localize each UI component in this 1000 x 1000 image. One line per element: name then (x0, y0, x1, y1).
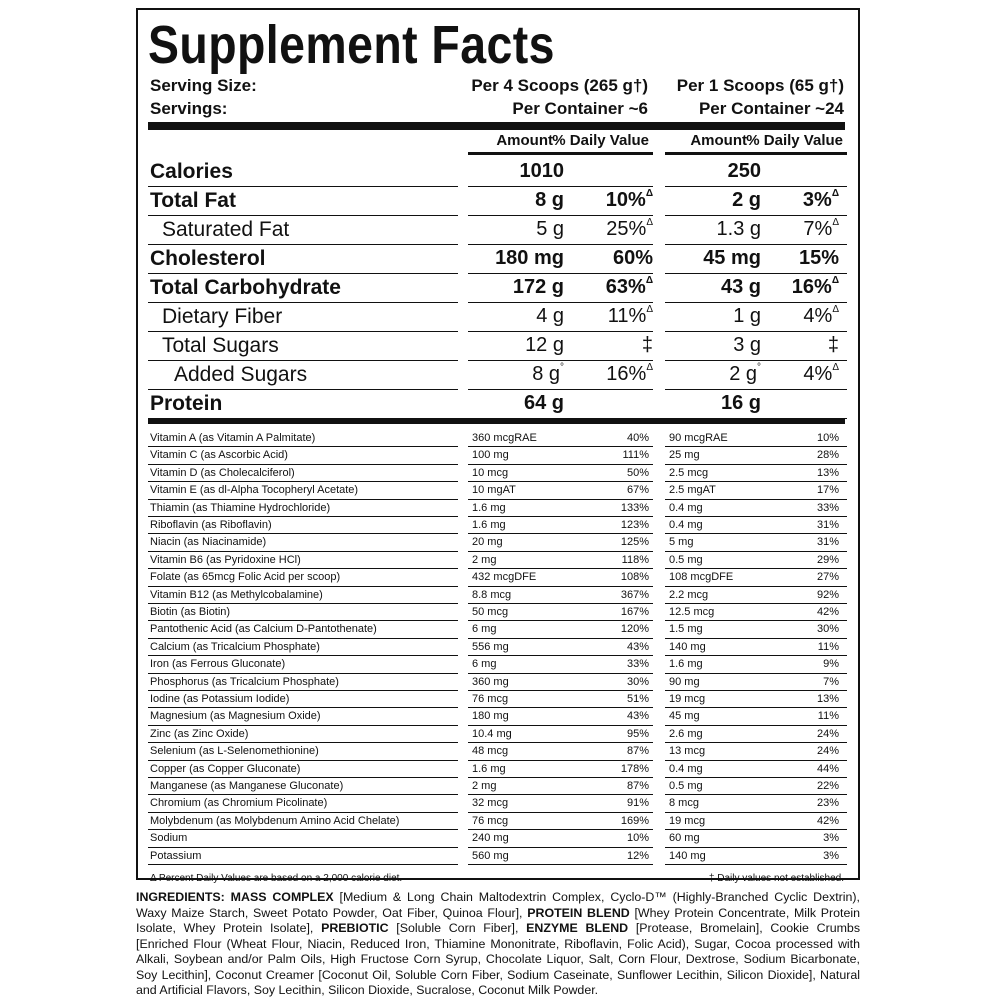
vitamin-row (148, 587, 845, 604)
vitamin-dv-a: 169% (620, 814, 649, 827)
vitamin-label: Copper (as Copper Gluconate) (150, 762, 301, 775)
nutrient-label: Total Fat (150, 189, 236, 212)
vitamin-dv-a: 30% (626, 675, 649, 688)
amount-header: Amount (690, 132, 747, 149)
vitamin-dv-b: 23% (816, 797, 839, 810)
header-rule-a (468, 152, 653, 155)
vitamin-label: Thiamin (as Thiamine Hydrochloride) (150, 501, 331, 514)
vitamin-amount-a: 240 mg (472, 832, 509, 845)
vitamin-row (148, 639, 845, 656)
dv-b: 4%$^\Delta$ (803, 362, 839, 385)
dv-a: 25%$^\Delta$ (606, 217, 653, 240)
nutrient-label: Dietary Fiber (162, 305, 283, 328)
supplement-facts-panel (136, 8, 860, 884)
vitamin-dv-b: 13% (816, 693, 839, 705)
vitamin-amount-a: 1.6 mg (472, 501, 506, 514)
vitamin-dv-b: 31% (816, 519, 839, 531)
dv-b: ‡ (827, 334, 839, 356)
vitamin-row (148, 691, 845, 708)
vitamin-dv-a: 95% (626, 727, 649, 740)
vitamin-label: Sodium (150, 832, 188, 845)
vitamin-label: Pantothenic Acid (as Calcium D-Pantothenate) (150, 623, 377, 636)
vitamin-amount-a: 20 mg (472, 536, 503, 549)
nutrient-label: Added Sugars (174, 363, 308, 386)
vitamin-label: Folate (as 65mcg Folic Acid per scoop) (150, 571, 341, 584)
vitamin-amount-b: 0.5 mg (669, 553, 703, 566)
vitamin-amount-a: 360 mg (472, 675, 509, 688)
amount-b: 43 g (720, 276, 761, 298)
vitamin-label: Iron (as Ferrous Gluconate) (150, 658, 286, 671)
vitamin-amount-a: 2 mg (472, 780, 497, 792)
vitamin-dv-b: 3% (823, 849, 839, 862)
vitamin-amount-a: 360 mcgRAE (472, 432, 537, 444)
vitamin-label: Vitamin B6 (as Pyridoxine HCl) (150, 553, 301, 566)
vitamin-label: Iodine (as Potassium Iodide) (150, 693, 290, 705)
vitamin-amount-b: 140 mg (669, 849, 706, 862)
amount-b: 1.3 g (716, 218, 761, 240)
vitamin-dv-b: 3% (823, 832, 839, 845)
thick-divider (148, 418, 845, 424)
amount-b: 250 (727, 160, 761, 182)
vitamin-amount-b: 2.6 mg (669, 727, 703, 740)
vitamin-row (148, 534, 845, 551)
vitamin-row (148, 569, 845, 586)
vitamin-dv-a: 12% (626, 849, 649, 862)
vitamin-row (148, 621, 845, 638)
vitamin-amount-b: 0.5 mg (669, 780, 703, 792)
dv-a: 10%$^\Delta$ (605, 188, 653, 211)
row-rule (468, 864, 653, 865)
vitamin-amount-a: 32 mcg (472, 797, 509, 810)
ingredient-text: [Whey Protein Concentrate, Milk Protein Isolate, Whey Protein Isolate], (136, 905, 861, 935)
amount-a: 8 g° (532, 362, 564, 385)
vitamin-row (148, 465, 845, 482)
amount-b: 3 g (733, 334, 761, 356)
macro-row (148, 303, 845, 332)
vitamin-dv-a: 43% (626, 710, 649, 723)
vitamin-dv-b: 9% (823, 658, 839, 671)
nutrient-label: Protein (150, 392, 223, 415)
vitamin-dv-b: 42% (816, 606, 839, 618)
vitamin-amount-b: 45 mg (669, 710, 700, 723)
amount-a: 64 g (523, 392, 564, 414)
vitamin-amount-b: 60 mg (669, 832, 700, 845)
vitamin-label: Biotin (as Biotin) (150, 606, 231, 618)
dv-a: 11%$^\Delta$ (607, 304, 653, 327)
ingredient-text: [Medium & Long Chain Maltodextrin Complex, Cyclo-D™ (Highly-Branched Cyclic Dextrin), Waxy Maize Starch, Sweet Potato Powder, Oat Fiber, Quinoa Flour], (136, 890, 860, 920)
row-rule (665, 864, 847, 865)
vitamin-row (148, 743, 845, 760)
vitamin-amount-b: 108 mcgDFE (669, 571, 734, 584)
vitamin-amount-b: 8 mcg (669, 797, 699, 810)
vitamin-dv-a: 67% (626, 484, 649, 497)
vitamin-dv-b: 31% (816, 536, 839, 549)
macro-row (148, 361, 845, 390)
vitamin-amount-b: 13 mcg (669, 745, 706, 758)
vitamin-dv-b: 11% (817, 710, 839, 723)
footnote-right: ‡ Daily values not established. (708, 873, 844, 884)
vitamin-row (148, 778, 845, 795)
vitamin-dv-b: 92% (816, 588, 839, 601)
vitamin-row (148, 795, 845, 812)
vitamin-amount-a: 556 mg (472, 640, 509, 653)
vitamin-amount-a: 76 mcg (472, 693, 509, 705)
vitamin-label: Riboflavin (as Riboflavin) (150, 519, 272, 531)
vitamin-amount-b: 0.4 mg (669, 762, 703, 775)
vitamin-dv-b: 29% (816, 553, 839, 566)
serving-size-label: Serving Size: (150, 76, 257, 95)
vitamin-dv-a: 178% (620, 762, 649, 775)
vitamin-dv-b: 28% (816, 449, 839, 462)
vitamin-label: Calcium (as Tricalcium Phosphate) (150, 640, 320, 653)
vitamin-label: Molybdenum (as Molybdenum Amino Acid Chelate) (150, 814, 400, 827)
footnote-left: Δ Percent Daily Values are based on a 2,000 calorie diet. (150, 873, 403, 884)
vitamin-dv-b: 27% (816, 571, 839, 584)
ingredient-heading: PROTEIN BLEND (527, 905, 635, 920)
macro-row (148, 158, 845, 187)
vitamin-amount-b: 19 mcg (669, 693, 706, 705)
vitamin-dv-a: 125% (620, 536, 649, 549)
vitamin-label: Vitamin D (as Cholecalciferol) (150, 466, 295, 479)
vitamin-amount-b: 5 mg (669, 536, 694, 549)
amount-a: 8 g (535, 189, 564, 211)
vitamin-dv-a: 118% (621, 553, 649, 566)
servings-b: Per Container ~24 (698, 99, 844, 118)
nutrient-label: Cholesterol (150, 247, 266, 270)
vitamin-row (148, 848, 845, 865)
vitamin-dv-a: 167% (620, 606, 649, 618)
ingredient-heading: ENZYME BLEND (526, 921, 636, 935)
vitamin-row (148, 482, 845, 499)
vitamin-dv-a: 111% (622, 449, 649, 462)
vitamin-row (148, 708, 845, 725)
vitamin-amount-b: 90 mcgRAE (669, 432, 728, 444)
vitamin-label: Magnesium (as Magnesium Oxide) (150, 710, 321, 723)
vitamin-dv-a: 87% (626, 745, 649, 758)
vitamin-dv-a: 123% (620, 519, 649, 531)
thick-divider (148, 122, 845, 130)
vitamin-dv-b: 22% (816, 780, 839, 792)
vitamin-dv-a: 133% (620, 501, 649, 514)
vitamin-dv-b: 24% (816, 727, 839, 740)
vitamin-label: Phosphorus (as Tricalcium Phosphate) (150, 675, 339, 688)
vitamin-row (148, 813, 845, 830)
vitamin-amount-a: 1.6 mg (472, 762, 506, 775)
vitamin-dv-b: 11% (817, 640, 839, 653)
amount-b: 45 mg (703, 247, 761, 269)
macro-row (148, 274, 845, 303)
vitamin-amount-a: 6 mg (472, 658, 497, 671)
vitamin-amount-b: 2.5 mgAT (669, 484, 716, 497)
dv-b: 16%$^\Delta$ (791, 275, 839, 298)
dv-header: % Daily Value (746, 132, 843, 149)
vitamin-amount-b: 12.5 mcg (669, 606, 715, 618)
vitamin-dv-b: 17% (816, 484, 839, 497)
vitamin-label: Zinc (as Zinc Oxide) (150, 727, 249, 740)
dv-a: 16%$^\Delta$ (606, 362, 653, 385)
vitamin-amount-b: 0.4 mg (669, 501, 703, 514)
vitamin-amount-a: 8.8 mcg (472, 588, 512, 601)
vitamin-amount-a: 560 mg (472, 849, 509, 862)
panel-title: Supplement Facts (148, 15, 555, 75)
vitamin-label: Vitamin E (as dl-Alpha Tocopheryl Acetate) (150, 484, 359, 497)
vitamin-amount-b: 1.6 mg (669, 658, 703, 671)
dv-b: 4%$^\Delta$ (803, 304, 839, 327)
nutrient-label: Total Sugars (162, 334, 279, 357)
vitamin-dv-a: 43% (626, 640, 649, 653)
macro-row (148, 216, 845, 245)
vitamin-amount-a: 48 mcg (472, 745, 509, 758)
vitamin-amount-a: 10.4 mg (472, 727, 512, 740)
servings-a: Per Container ~6 (512, 99, 648, 118)
macro-row (148, 332, 845, 361)
vitamin-amount-a: 10 mgAT (472, 484, 516, 497)
vitamin-dv-a: 10% (626, 832, 649, 845)
vitamin-dv-b: 42% (816, 814, 839, 827)
nutrient-label: Saturated Fat (162, 218, 290, 241)
vitamin-amount-a: 76 mcg (472, 814, 509, 827)
vitamin-dv-a: 33% (626, 658, 649, 671)
dv-a: 63%$^\Delta$ (605, 275, 653, 298)
vitamin-amount-a: 6 mg (472, 623, 497, 636)
vitamin-dv-b: 7% (823, 675, 839, 688)
vitamin-row (148, 430, 845, 447)
vitamin-dv-a: 120% (620, 623, 649, 636)
nutrient-label: Total Carbohydrate (150, 276, 341, 299)
vitamin-label: Chromium (as Chromium Picolinate) (150, 797, 328, 810)
amount-a: 180 mg (495, 247, 564, 269)
vitamin-amount-b: 0.4 mg (669, 519, 703, 531)
vitamin-dv-a: 87% (626, 780, 649, 792)
header-rule-b (665, 152, 847, 155)
vitamin-dv-a: 50% (626, 466, 649, 479)
vitamin-row (148, 517, 845, 534)
vitamin-amount-a: 50 mcg (472, 606, 509, 618)
amount-header: Amount (496, 132, 553, 149)
vitamin-amount-b: 2.5 mcg (669, 466, 709, 479)
vitamin-amount-a: 100 mg (472, 449, 509, 462)
amount-b: 16 g (720, 392, 761, 414)
amount-b: 2 g° (729, 362, 761, 385)
amount-a: 5 g (536, 218, 564, 240)
vitamin-dv-a: 108% (620, 571, 649, 584)
macro-row (148, 245, 845, 274)
vitamin-amount-b: 140 mg (669, 640, 706, 653)
vitamin-label: Niacin (as Niacinamide) (150, 536, 267, 549)
macro-row (148, 390, 845, 419)
vitamin-label: Selenium (as L-Selenomethionine) (150, 745, 319, 758)
vitamin-amount-a: 10 mcg (472, 466, 509, 479)
vitamin-dv-b: 33% (816, 501, 839, 514)
vitamin-dv-b: 24% (816, 745, 839, 758)
vitamin-amount-b: 2.2 mcg (669, 588, 709, 601)
ingredient-heading: PREBIOTIC (321, 921, 397, 935)
vitamin-row (148, 656, 845, 673)
vitamin-row (148, 500, 845, 517)
dv-b: 3%$^\Delta$ (802, 188, 839, 211)
dv-a: 60% (612, 247, 653, 269)
vitamin-row (148, 830, 845, 847)
vitamin-label: Vitamin C (as Ascorbic Acid) (150, 449, 288, 462)
amount-a: 1010 (519, 160, 564, 182)
vitamin-label: Vitamin A (as Vitamin A Palmitate) (150, 432, 316, 444)
amount-b: 2 g (732, 189, 761, 211)
vitamin-dv-b: 44% (816, 762, 839, 775)
vitamin-row (148, 761, 845, 778)
vitamin-dv-b: 10% (816, 432, 839, 444)
macro-row (148, 187, 845, 216)
serving-size-b: Per 1 Scoops (65 g†) (676, 76, 844, 95)
vitamin-dv-b: 13% (816, 466, 839, 479)
vitamin-amount-a: 432 mcgDFE (472, 571, 537, 584)
ingredient-heading: INGREDIENTS: MASS COMPLEX (136, 890, 340, 904)
vitamin-amount-b: 1.5 mg (669, 623, 703, 636)
vitamin-row (148, 726, 845, 743)
vitamin-row (148, 552, 845, 569)
vitamin-amount-a: 1.6 mg (472, 519, 506, 531)
dv-a: ‡ (641, 334, 653, 356)
vitamin-label: Vitamin B12 (as Methylcobalamine) (150, 588, 323, 601)
ingredients-text (136, 890, 860, 999)
amount-b: 1 g (733, 305, 761, 327)
vitamin-amount-b: 19 mcg (669, 814, 706, 827)
vitamin-dv-a: 40% (626, 432, 649, 444)
dv-b: 7%$^\Delta$ (803, 217, 839, 240)
vitamin-amount-a: 2 mg (472, 553, 497, 566)
vitamin-row (148, 674, 845, 691)
serving-size-a: Per 4 Scoops (265 g†) (471, 76, 648, 95)
vitamin-dv-a: 91% (626, 797, 649, 810)
servings-label: Servings: (150, 99, 228, 118)
vitamin-row (148, 604, 845, 621)
vitamin-amount-b: 90 mg (669, 675, 700, 688)
vitamin-dv-a: 367% (620, 588, 649, 601)
vitamin-dv-a: 51% (626, 693, 649, 705)
vitamin-amount-b: 25 mg (669, 449, 700, 462)
dv-b: 15% (798, 247, 839, 269)
amount-a: 12 g (525, 334, 564, 356)
nutrient-label: Calories (150, 160, 233, 183)
amount-a: 4 g (536, 305, 564, 327)
vitamin-label: Manganese (as Manganese Gluconate) (150, 780, 344, 792)
vitamin-label: Potassium (150, 849, 202, 862)
ingredient-text: [Protease, Bromelain], Cookie Crumbs [Enriched Flour (Wheat Flour, Niacin, Reduced Iron, Thiamine Mononitrate, Riboflavin, Folic Acid), Sugar, Cocoa processed with Alkali, Soybean and/or Palm Oils, High Fructose Corn Syrup, Chocolate Liquor, Salt, Corn Flour, Dextrose, Sodium Bicarbonate, Soy Lecithin], Coconut Creamer [Coconut Oil, Soluble Corn Fiber, Sodium Caseinate, Sunflower Lecithin, Silicon Dioxide], Natural and Artificial Flavors, Soy Lecithin, Silicon Dioxide, Sucralose, Coconut Milk Powder. (136, 921, 861, 997)
ingredient-text: [Soluble Corn Fiber], (396, 921, 527, 935)
dv-header: % Daily Value (552, 132, 649, 149)
vitamin-dv-b: 30% (816, 623, 839, 636)
amount-a: 172 g (512, 276, 564, 298)
row-rule (148, 864, 458, 865)
vitamin-row (148, 447, 845, 464)
vitamin-amount-a: 180 mg (472, 710, 509, 723)
